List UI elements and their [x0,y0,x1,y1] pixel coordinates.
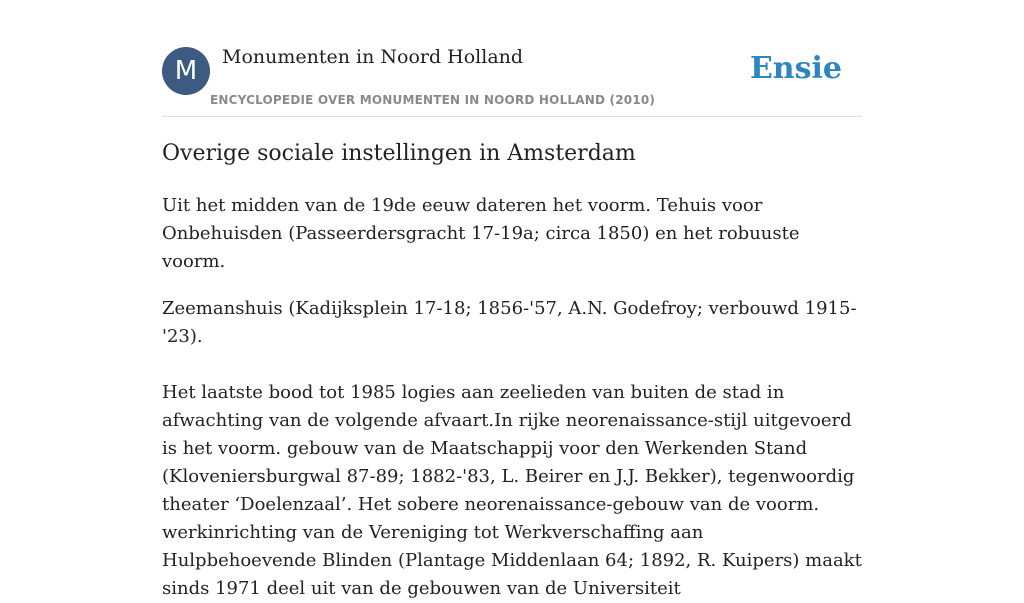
source-subtitle: ENCYCLOPEDIE OVER MONUMENTEN IN NOORD HOLLAND (2010) [210,93,656,107]
avatar[interactable]: M [162,47,210,95]
article-paragraph: Het laatste bood tot 1985 logies aan zeelieden van buiten de stad in afwachting van de volgende afvaart.In rijke neorenaissance-stijl uitgevoerd is het voorm. gebouw van de Maatschappij voor den Werkenden Stand (Kloveniersburgwal 87-89; 1882-'83, L. Beirer en J.J. Bekker), tegenwoordig theater ‘Doelenzaal’. Het sobere neorenaissance-gebouw van de voorm. werkinrichting van de Vereniging tot Werkverschaffing aan Hulpbehoevende Blinden (Plantage Middenlaan 64; 1892, R. Kuipers) maakt sinds 1971 deel uit van de gebouwen van de Universiteit [162,382,862,599]
article [162,138,862,603]
source-title[interactable]: Monumenten in Noord Holland [222,46,524,68]
source-header [162,0,862,117]
article-paragraph: Zeemanshuis (Kadijksplein 17-18; 1856-'57, A.N. Godefroy; verbouwd 1915-'23). [162,298,857,347]
ensie-logo[interactable]: Ensie [749,51,842,86]
article-title: Overige sociale instellingen in Amsterdam [162,141,636,166]
article-paragraph: Uit het midden van de 19de eeuw dateren het voorm. Tehuis voor Onbehuisden (Passeerdersgracht 17-19a; circa 1850) en het robuuste voorm. [162,195,800,272]
